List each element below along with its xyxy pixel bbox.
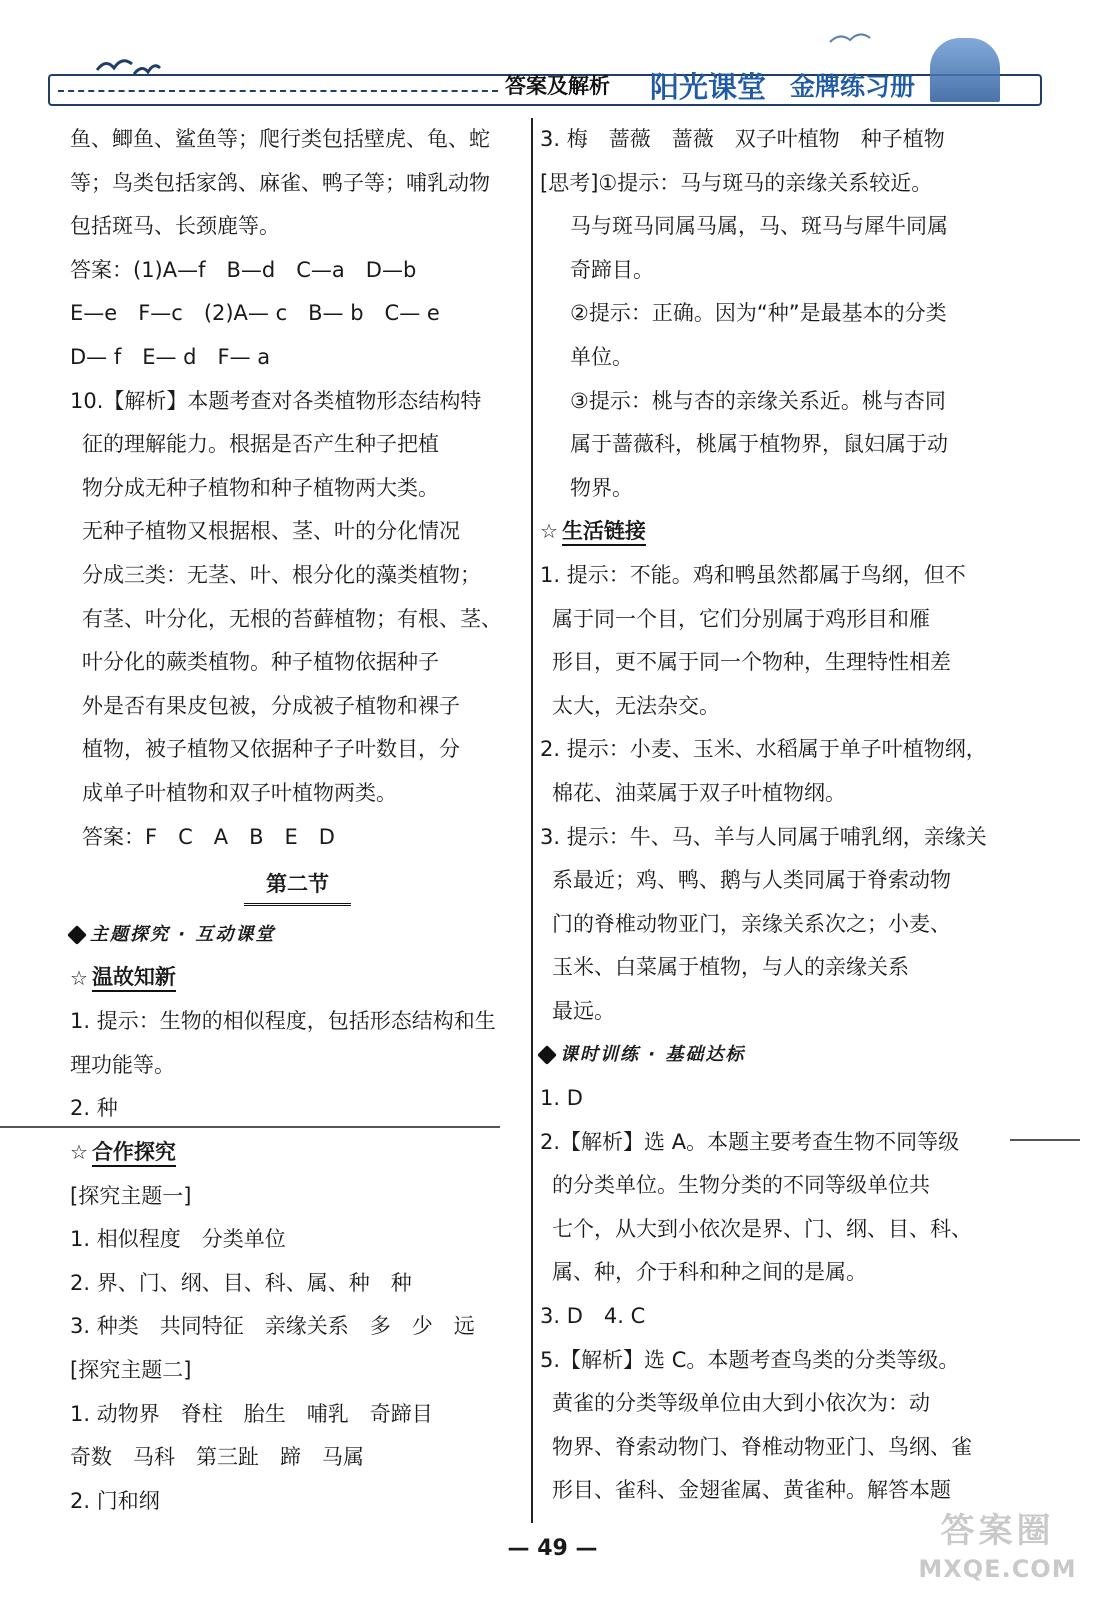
text-line: 分成三类：无茎、叶、根分化的藻类植物； — [82, 562, 481, 587]
seagull-icon-right — [820, 28, 890, 58]
section-bar-label: 课时训练 · 基础达标 — [560, 1044, 746, 1066]
text-line: 奇蹄目。 — [570, 257, 654, 282]
text-line: 无种子植物又根据根、茎、叶的分化情况 — [82, 519, 460, 544]
diamond-icon — [537, 1045, 557, 1065]
text-line: 属于蔷薇科，桃属于植物界，鼠妇属于动 — [570, 432, 948, 457]
text-line: 的分类单位。生物分类的不同等级单位共 — [552, 1173, 930, 1198]
building-illustration-icon — [930, 38, 1000, 102]
header-brand: 阳光课堂 — [650, 69, 767, 104]
text-line: 等；鸟类包括家鸽、麻雀、鸭子等；哺乳动物 — [70, 170, 490, 195]
text-line: 形目，更不属于同一个物种，生理特性相差 — [552, 650, 951, 675]
right-column — [540, 118, 1030, 1513]
section-title-text: 第二节 — [244, 865, 351, 906]
text-line: E—e F—c (2)A— c B— b C— e — [70, 301, 440, 326]
text-line: 1. D — [540, 1086, 583, 1111]
text-line: 2. 界、门、纲、目、科、属、种 种 — [70, 1270, 412, 1295]
text-line: 棉花、油菜属于双子叶植物纲。 — [552, 780, 846, 805]
text-line: 单位。 — [570, 344, 633, 369]
star-icon: ☆ — [540, 519, 558, 544]
text-line: 门的脊椎动物亚门，亲缘关系次之；小麦、 — [552, 911, 951, 936]
page-header — [0, 0, 1105, 120]
text-line: 1. 动物界 脊柱 胎生 哺乳 奇蹄目 — [70, 1401, 433, 1426]
text-line: 3. 提示：牛、马、羊与人同属于哺乳纲，亲缘关 — [540, 824, 987, 849]
text-line: 七个，从大到小依次是界、门、纲、目、科、 — [552, 1216, 972, 1241]
text-line: 物分成无种子植物和种子植物两大类。 — [82, 475, 439, 500]
header-dashed-line-right — [1000, 74, 1030, 76]
section-bar-label: 主题探究 · 互动课堂 — [90, 924, 276, 946]
text-line: 叶分化的蕨类植物。种子植物依据种子 — [82, 650, 439, 675]
text-line: 征的理解能力。根据是否产生种子把植 — [82, 432, 439, 457]
subsection-label: 生活链接 — [562, 518, 646, 546]
subsection-label: 合作探究 — [92, 1139, 176, 1167]
subsection-heading — [70, 1131, 525, 1175]
text-line: 系最近；鸡、鸭、鹅与人类同属于脊索动物 — [552, 868, 951, 893]
text-line: 属、种，介于科和种之间的是属。 — [552, 1260, 867, 1285]
text-line: [探究主题一] — [70, 1183, 192, 1208]
section-bar — [70, 913, 525, 957]
seagull-icon — [92, 52, 162, 82]
text-line: 属于同一个目，它们分别属于鸡形目和雁 — [552, 606, 930, 631]
text-line: 玉米、白菜属于植物，与人的亲缘关系 — [552, 955, 909, 980]
watermark-line2: MXQE.COM — [918, 1555, 1077, 1583]
text-line: 奇数 马科 第三趾 蹄 马属 — [70, 1445, 364, 1470]
text-line: 3. D 4. C — [540, 1304, 646, 1329]
text-line: 3. 种类 共同特征 亲缘关系 多 少 远 — [70, 1314, 475, 1339]
text-line: 3. 梅 蔷薇 蔷薇 双子叶植物 种子植物 — [540, 127, 945, 151]
subsection-heading — [70, 957, 525, 1001]
text-line: 答案：F C A B E D — [82, 824, 335, 849]
text-line: 2. 提示：小麦、玉米、水稻属于单子叶植物纲， — [540, 737, 987, 762]
text-line: 1. 提示：不能。鸡和鸭虽然都属于鸟纲，但不 — [540, 562, 966, 587]
text-line: 马与斑马同属马属，马、斑马与犀牛同属 — [570, 214, 948, 239]
star-icon: ☆ — [70, 1140, 88, 1165]
header-dashed-line — [58, 90, 498, 92]
text-line: 有茎、叶分化，无根的苔藓植物；有根、茎、 — [82, 606, 502, 631]
diamond-icon — [67, 925, 87, 945]
text-line: 2. 门和纲 — [70, 1488, 160, 1513]
text-line: D— f E— d F— a — [70, 344, 271, 369]
text-line: 成单子叶植物和双子叶植物两类。 — [82, 780, 397, 805]
text-line: 太大，无法杂交。 — [552, 693, 720, 718]
watermark — [905, 1512, 1090, 1592]
text-line: ③提示：桃与杏的亲缘关系近。桃与杏同 — [570, 388, 946, 413]
watermark-line1: 答案圈 — [940, 1511, 1055, 1551]
text-line: 1. 提示：生物的相似程度，包括形态结构和生 — [70, 1009, 496, 1034]
section-bar — [540, 1033, 1030, 1077]
page-number: — 49 — — [507, 1536, 598, 1561]
text-line: [思考]①提示：马与斑马的亲缘关系较近。 — [540, 170, 933, 195]
text-line: 外是否有果皮包被，分成被子植物和裸子 — [82, 693, 460, 718]
section-title — [70, 859, 525, 913]
subsection-label: 温故知新 — [92, 964, 176, 992]
text-line: 10.【解析】本题考查对各类植物形态结构特 — [70, 388, 482, 413]
header-answer-label: 答案及解析 — [505, 74, 610, 98]
text-line: 1. 相似程度 分类单位 — [70, 1227, 286, 1252]
text-line: 最远。 — [552, 998, 615, 1023]
text-line: ②提示：正确。因为“种”是最基本的分类 — [570, 301, 947, 326]
text-line: [探究主题二] — [70, 1358, 192, 1383]
text-line: 包括斑马、长颈鹿等。 — [70, 214, 280, 239]
text-line: 理功能等。 — [70, 1052, 175, 1077]
text-line: 2.【解析】选 A。本题主要考查生物不同等级 — [540, 1129, 960, 1154]
text-line: 5.【解析】选 C。本题考查鸟类的分类等级。 — [540, 1347, 960, 1372]
star-icon: ☆ — [70, 965, 88, 990]
left-column — [70, 118, 525, 1523]
header-subtitle: 金牌练习册 — [790, 72, 916, 101]
text-line: 黄雀的分类等级单位由大到小依次为：动 — [552, 1391, 930, 1416]
text-line: 物界、脊索动物门、脊椎动物亚门、鸟纲、雀 — [552, 1434, 972, 1459]
text-line: 鱼、鲫鱼、鲨鱼等；爬行类包括壁虎、龟、蛇 — [70, 127, 490, 151]
text-line: 形目、雀科、金翅雀属、黄雀种。解答本题 — [552, 1478, 951, 1503]
text-line: 植物，被子植物又依据种子子叶数目，分 — [82, 737, 460, 762]
subsection-heading — [540, 510, 1030, 554]
text-line: 2. 种 — [70, 1096, 118, 1121]
text-line: 物界。 — [570, 475, 633, 500]
column-divider — [531, 118, 533, 1523]
text-line: 答案：(1)A—f B—d C—a D—b — [70, 257, 417, 282]
